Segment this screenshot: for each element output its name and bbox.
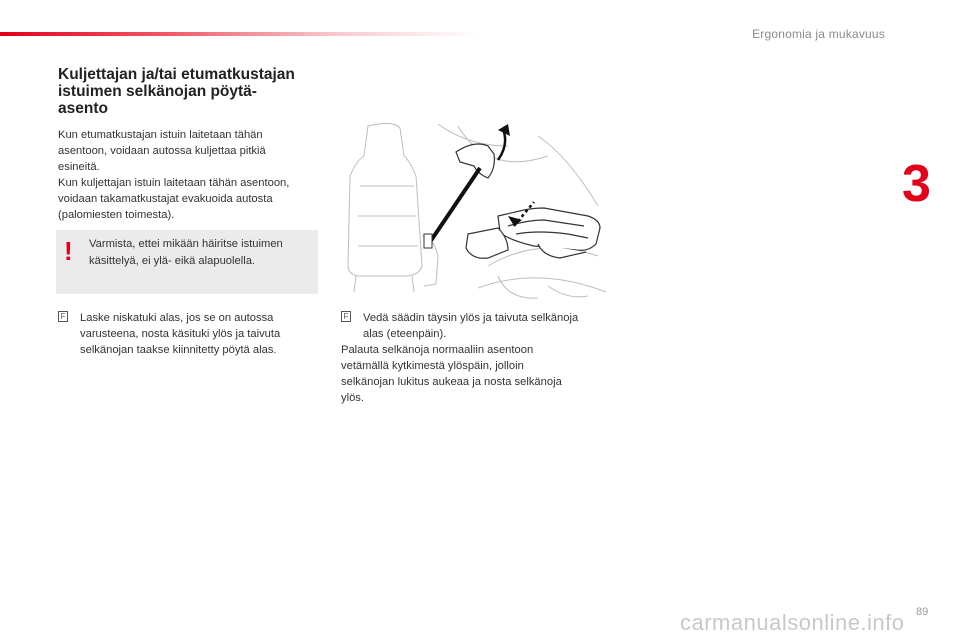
restore-line: vetämällä kytkimestä ylöspäin, jolloin: [341, 360, 524, 372]
restore-line: Palauta selkänoja normaaliin asentoon: [341, 344, 534, 356]
intro-paragraph: [58, 127, 323, 223]
warning-box: [56, 230, 318, 294]
section-title: Ergonomia ja mukavuus: [752, 27, 885, 41]
intro-line: Kun etumatkustajan istuin laitetaan tähän: [58, 129, 263, 141]
step-bullet-icon: F: [58, 311, 68, 322]
warning-icon: !: [64, 236, 73, 266]
step-lower-headrest: [58, 310, 328, 358]
page-number: 89: [916, 606, 929, 618]
title-line: asento: [58, 100, 108, 117]
intro-line: voidaan takamatkustajat evakuoida autosta: [58, 193, 273, 205]
seat-table-illustration: [338, 116, 606, 300]
step-fold-backrest: [341, 310, 621, 406]
restore-instructions: [341, 342, 621, 406]
title-line: Kuljettajan ja/tai etumatkustajan: [58, 66, 295, 83]
warning-line: Varmista, ettei mikään häiritse istuimen: [89, 238, 283, 250]
intro-line: esineitä.: [58, 161, 100, 173]
chapter-number: 3: [902, 155, 931, 213]
warning-line: käsittelyä, ei ylä- eikä alapuolella.: [89, 255, 256, 267]
step-bullet-icon: F: [341, 311, 351, 322]
step-line: Laske niskatuki alas, jos se on autossa: [80, 312, 274, 324]
title-line: istuimen selkänojan pöytä-: [58, 83, 257, 100]
watermark-text: carmanualsonline.info: [680, 610, 905, 635]
restore-line: selkänojan lukitus aukeaa ja nosta selkänoja: [341, 376, 562, 388]
step-line: varusteena, nosta käsituki ylös ja taivuta: [80, 328, 281, 340]
top-accent-bar: [0, 32, 480, 36]
step-line: selkänojan taakse kiinnitetty pöytä alas.: [80, 344, 277, 356]
intro-line: asentoon, voidaan autossa kuljettaa pitkiä: [58, 145, 266, 157]
warning-text: [89, 236, 314, 270]
step-line: alas (eteenpäin).: [363, 328, 447, 340]
intro-line: Kun kuljettajan istuin laitetaan tähän asentoon,: [58, 177, 290, 189]
step-line: Vedä säädin täysin ylös ja taivuta selkänoja: [363, 312, 579, 324]
restore-line: ylös.: [341, 392, 365, 404]
intro-line: (palomiesten toimesta).: [58, 209, 175, 221]
article-title: [58, 66, 328, 117]
